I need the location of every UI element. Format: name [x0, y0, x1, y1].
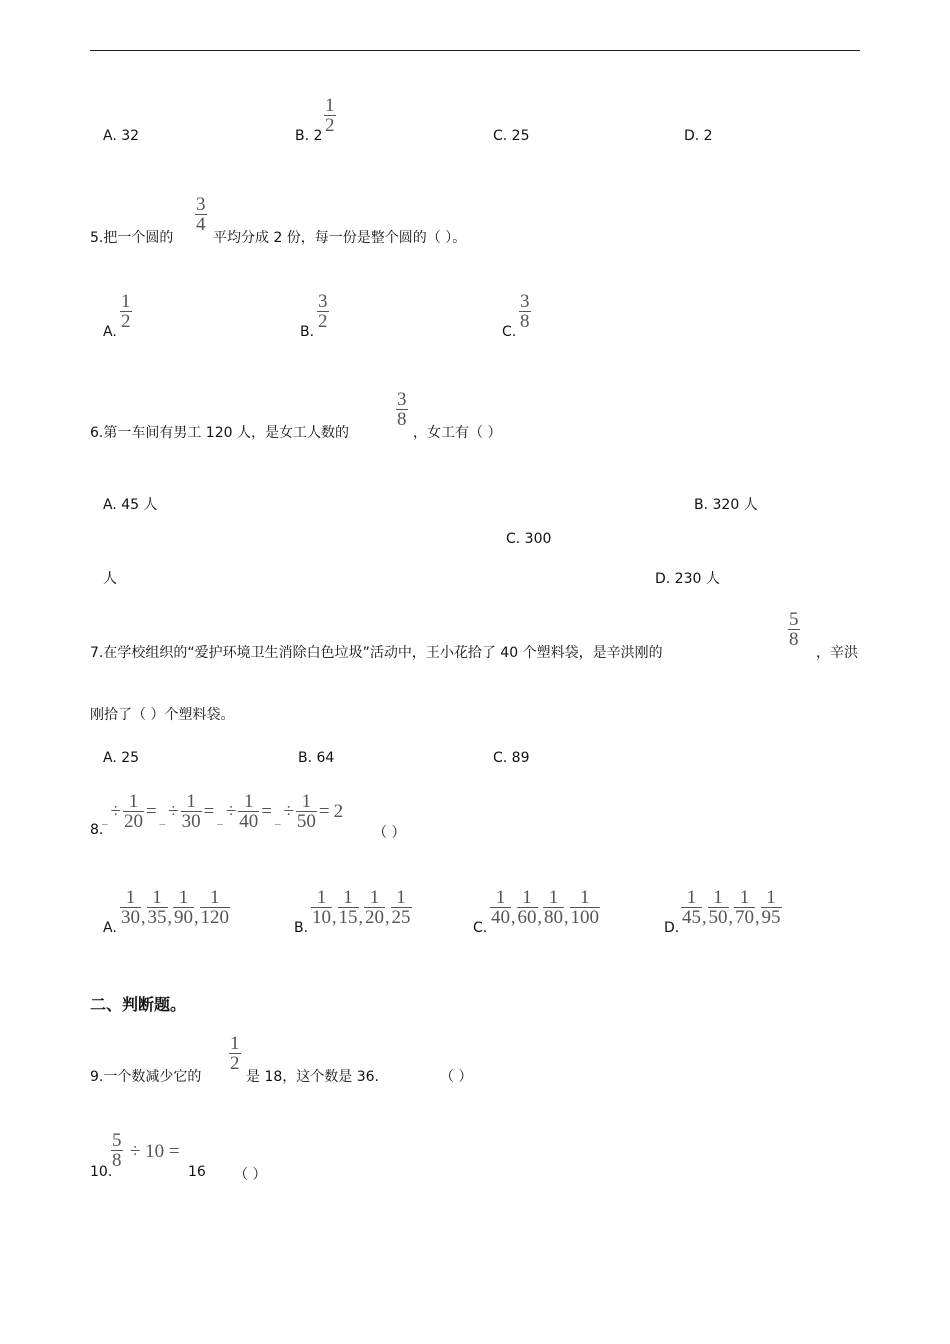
q4-option-c[interactable]: C. 25 [493, 128, 530, 144]
numerator: 1 [580, 887, 590, 908]
q5-option-b[interactable]: B. [300, 324, 315, 340]
q8-blank-4: _ [274, 814, 281, 826]
numerator: 5 [112, 1130, 122, 1151]
q5-option-a-fraction [120, 292, 132, 331]
q8-eq-4: = [318, 801, 330, 822]
option-fraction [364, 888, 385, 927]
denominator: 80 [544, 907, 563, 928]
numerator: 1 [316, 887, 327, 908]
q6-option-b[interactable]: B. 320 人 [694, 497, 758, 513]
comma: , [702, 907, 707, 927]
denominator: 90 [174, 907, 193, 928]
q8-option-c[interactable]: C. [473, 920, 488, 936]
numerator: 1 [713, 887, 723, 908]
numerator: 3 [196, 194, 206, 215]
denominator: 100 [570, 907, 599, 928]
numerator: 1 [230, 1033, 240, 1054]
q8-fraction-2 [181, 792, 202, 831]
q8-eq-1: = [145, 801, 157, 822]
numerator: 1 [343, 887, 353, 908]
denominator: 70 [735, 907, 754, 928]
q8-blank-3: _ [217, 814, 223, 826]
option-fraction [570, 888, 601, 927]
denominator: 10 [312, 907, 331, 928]
numerator: 1 [686, 887, 697, 908]
q8-option-b-fractions [311, 888, 412, 928]
denominator: 20 [123, 811, 143, 832]
denominator: 45 [682, 907, 701, 928]
header-rule [90, 50, 860, 51]
q10-fraction [111, 1131, 123, 1170]
q8-result: 2 [333, 801, 344, 822]
option-fraction [708, 888, 729, 927]
section-heading: 二、判断题。 [90, 995, 187, 1014]
comma: , [755, 907, 760, 927]
comma: , [358, 907, 363, 927]
q6-option-a[interactable]: A. 45 人 [103, 497, 158, 513]
denominator: 2 [121, 311, 131, 332]
numerator: 1 [210, 887, 220, 908]
q8-option-c-fractions [490, 888, 600, 928]
q4-option-b[interactable]: B. 2 [295, 128, 323, 144]
q10-number: 10. [90, 1164, 113, 1180]
denominator: 30 [121, 907, 140, 928]
denominator: 40 [239, 811, 259, 832]
option-fraction [173, 888, 194, 927]
comma: , [511, 907, 516, 927]
option-fraction [734, 888, 755, 927]
q8-fraction-4 [296, 792, 317, 831]
q10-expression: ÷ 10 = [130, 1141, 180, 1162]
comma: , [167, 907, 172, 927]
q8-option-d[interactable]: D. [664, 920, 680, 936]
denominator: 8 [397, 409, 407, 430]
denominator: 8 [520, 311, 530, 332]
numerator: 1 [522, 887, 532, 908]
q8-blank-1: _ [102, 814, 108, 826]
denominator: 8 [789, 629, 799, 650]
denominator: 50 [296, 811, 316, 832]
denominator: 95 [761, 907, 781, 928]
numerator: 1 [152, 887, 162, 908]
numerator: 1 [325, 95, 335, 116]
option-fraction [311, 888, 332, 927]
q5-option-a[interactable]: A. [103, 324, 117, 340]
comma: , [564, 907, 569, 927]
q8-div-4: ÷ [283, 801, 294, 822]
q9-paren: （ ） [440, 1069, 473, 1085]
numerator: 1 [396, 887, 406, 908]
q4-option-d[interactable]: D. 2 [684, 128, 713, 144]
q7-option-b[interactable]: B. 64 [298, 750, 335, 766]
q8-div-2: ÷ [168, 801, 179, 822]
option-fraction [147, 888, 168, 927]
q6-option-c[interactable]: C. 300 [506, 531, 552, 547]
numerator: 3 [520, 291, 530, 312]
numerator: 1 [186, 791, 196, 812]
q8-div-3: ÷ [225, 801, 237, 822]
numerator: 1 [766, 887, 776, 908]
denominator: 2 [230, 1053, 240, 1074]
comma: , [332, 907, 337, 927]
q10-paren: （ ） [234, 1167, 267, 1183]
q8-eq-2: = [203, 801, 215, 822]
q8-fraction-3 [238, 792, 259, 831]
q8-fraction-1 [123, 792, 144, 831]
numerator: 3 [397, 389, 407, 410]
numerator: 1 [739, 887, 750, 908]
denominator: 120 [200, 907, 229, 928]
numerator: 5 [789, 609, 799, 630]
q8-paren: （ ） [373, 825, 406, 841]
denominator: 25 [391, 907, 411, 928]
denominator: 15 [338, 907, 358, 928]
denominator: 60 [517, 907, 537, 928]
numerator: 1 [178, 887, 189, 908]
denominator: 35 [147, 907, 167, 928]
q6-fraction [396, 390, 408, 429]
q7-line2: 刚拾了（ ）个塑料袋。 [90, 707, 235, 723]
q10-answer: 16 [188, 1164, 206, 1180]
q7-fraction [788, 610, 800, 649]
comma: , [537, 907, 542, 927]
q8-option-a-fractions [120, 888, 230, 928]
q7-text-after: ，辛洪 [816, 645, 858, 661]
comma: , [728, 907, 733, 927]
q6-option-c-continued[interactable]: 人 [103, 571, 117, 587]
q6-text-after: ，女工有（ ） [413, 425, 502, 441]
numerator: 1 [128, 791, 139, 812]
numerator: 1 [301, 791, 312, 812]
denominator: 8 [112, 1150, 122, 1171]
q8-blank-2: _ [159, 814, 166, 826]
option-fraction [200, 888, 231, 927]
comma: , [194, 907, 199, 927]
q8-div-1: ÷ [110, 801, 121, 822]
numerator: 1 [548, 887, 559, 908]
q7-option-a[interactable]: A. 25 [103, 750, 140, 766]
denominator: 2 [325, 115, 335, 136]
denominator: 30 [181, 811, 201, 832]
q8-option-d-fractions [681, 888, 782, 928]
q9-text-after: 是 18，这个数是 36. [246, 1069, 379, 1085]
numerator: 1 [244, 791, 254, 812]
option-fraction [490, 888, 511, 927]
q8-option-a[interactable]: A. [103, 920, 117, 936]
option-fraction [338, 888, 359, 927]
q5-text-before: 5.把一个圆的 [90, 230, 174, 246]
q6-text-before: 6.第一车间有男工 120 人，是女工人数的 [90, 425, 349, 441]
comma: , [385, 907, 390, 927]
q4-option-b-fraction [324, 96, 336, 135]
q9-text-before: 9.一个数减少它的 [90, 1069, 202, 1085]
denominator: 4 [196, 214, 206, 235]
q8-equation [101, 792, 345, 831]
numerator: 1 [369, 887, 380, 908]
q7-option-c[interactable]: C. 89 [493, 750, 530, 766]
q5-fraction [195, 195, 207, 234]
q5-option-b-fraction [317, 292, 329, 331]
q9-fraction [229, 1034, 241, 1073]
option-fraction [543, 888, 564, 927]
denominator: 40 [491, 907, 510, 928]
numerator: 1 [125, 887, 136, 908]
numerator: 1 [495, 887, 506, 908]
q5-option-c[interactable]: C. [502, 324, 517, 340]
comma: , [141, 907, 146, 927]
numerator: 1 [121, 291, 131, 312]
option-fraction [761, 888, 782, 927]
q8-number: 8. [90, 822, 104, 838]
denominator: 20 [365, 907, 384, 928]
denominator: 2 [318, 311, 328, 332]
option-fraction [517, 888, 538, 927]
q5-option-c-fraction [519, 292, 531, 331]
option-fraction [120, 888, 141, 927]
q4-option-a[interactable]: A. 32 [103, 128, 140, 144]
option-fraction [681, 888, 702, 927]
q5-text-after: 平均分成 2 份，每一份是整个圆的（ ）。 [213, 230, 467, 246]
q8-eq-3: = [261, 801, 272, 822]
q7-text-before: 7.在学校组织的“爱护环境卫生消除白色垃圾”活动中，王小花拾了 40 个塑料袋，是辛洪刚的 [90, 645, 663, 661]
numerator: 3 [318, 291, 328, 312]
option-fraction [391, 888, 412, 927]
q8-option-b[interactable]: B. [294, 920, 309, 936]
denominator: 50 [708, 907, 728, 928]
q6-option-d[interactable]: D. 230 人 [655, 571, 720, 587]
